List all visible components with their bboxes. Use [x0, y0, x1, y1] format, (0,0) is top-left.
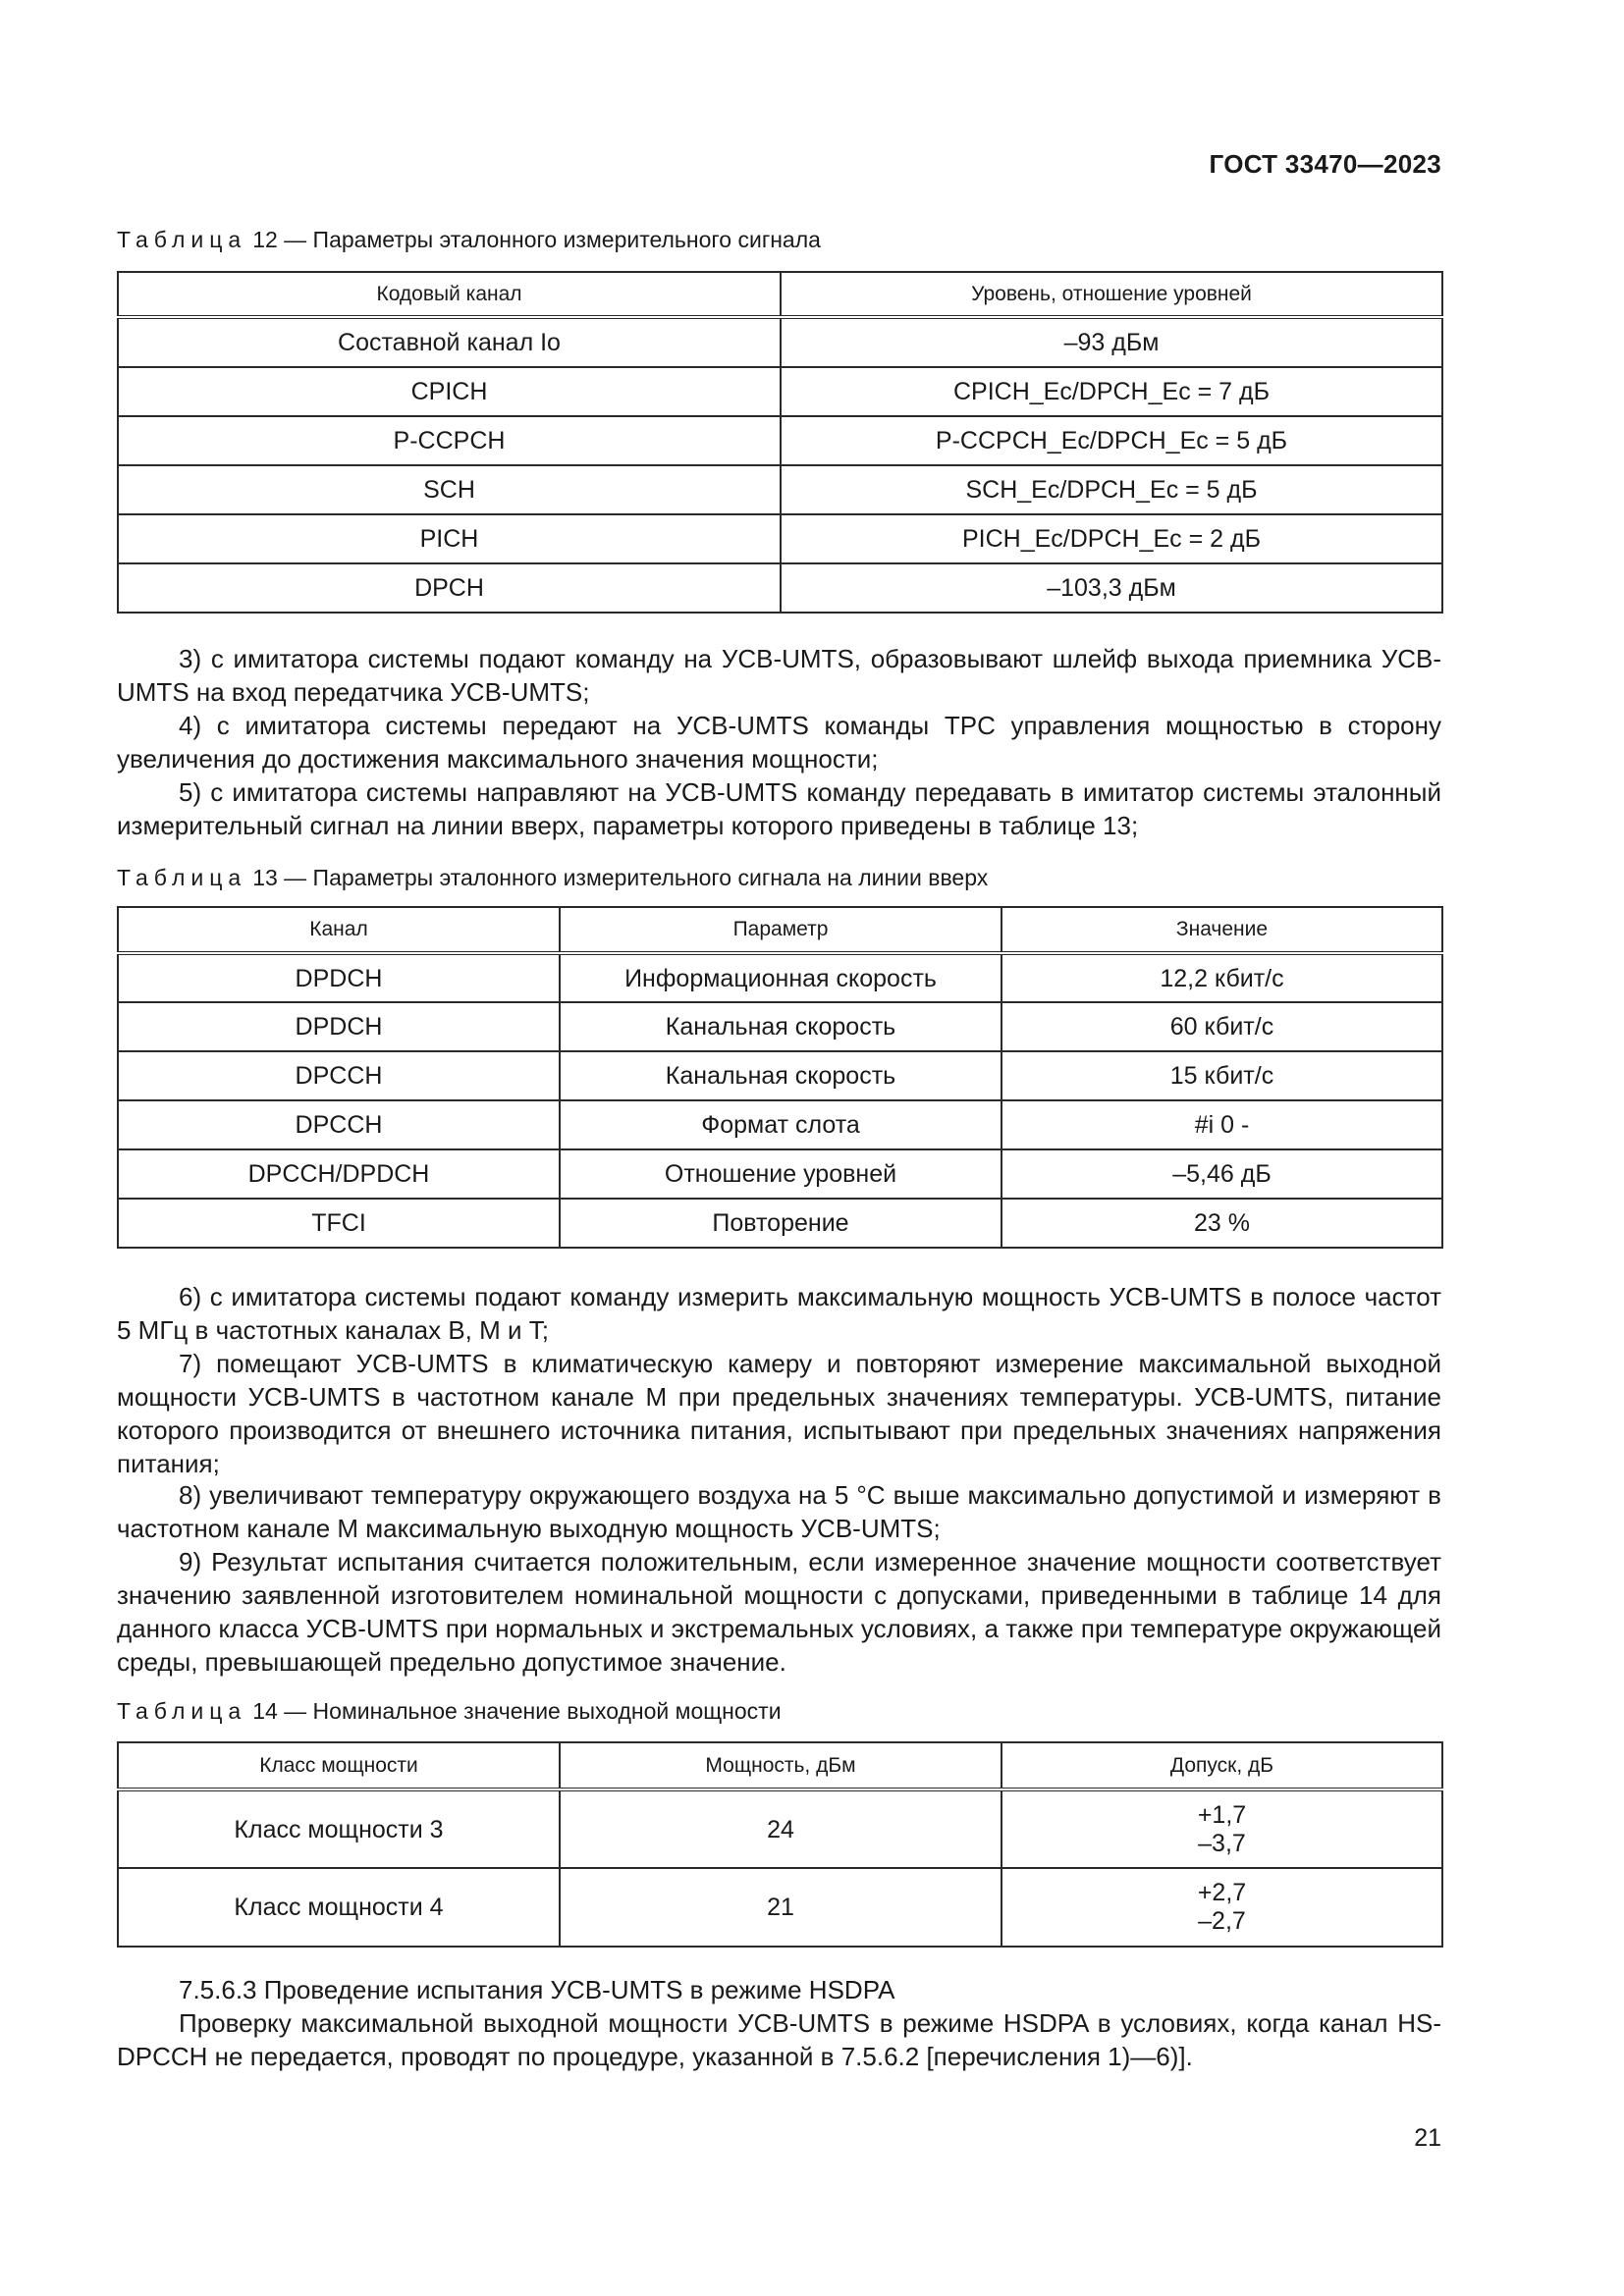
table-row [118, 1149, 1442, 1199]
table-cell: PICH_Ec/DPCH_Ec = 2 дБ [781, 514, 1442, 563]
column-header: Канал [118, 907, 560, 953]
section-text: Проверку максимальной выходной мощности УСВ-UMTS в режиме HSDPA в условиях, когда канал HS-DPCCH не передается, проводят по процедуре, указанной в 7.5.6.2 [перечисления 1)—6)]. [117, 2008, 1441, 2071]
table-row [118, 563, 1442, 613]
table-cell: SCH [118, 465, 781, 514]
table-cell: CPICH [118, 367, 781, 416]
list-item-5: 5) с имитатора системы направляют на УСВ-UMTS команду передавать в имитатор системы эталонный измерительный сигнал на линии вверх, параметры которого приведены в таблице 13; [117, 777, 1441, 840]
table-cell: 15 кбит/с [1001, 1051, 1442, 1100]
table-row [118, 1789, 1442, 1868]
table-row [118, 1868, 1442, 1947]
table-cell: Канальная скорость [560, 1002, 1001, 1051]
table-cell: PICH [118, 514, 781, 563]
column-header: Кодовый канал [118, 272, 781, 317]
table-caption-word: Таблица [117, 227, 247, 252]
table-12-caption [117, 227, 821, 253]
table-cell: CPICH_Ec/DPCH_Ec = 7 дБ [781, 367, 1442, 416]
tolerance-cell [1001, 1868, 1442, 1947]
table-cell: DPDCH [118, 1002, 560, 1051]
table-row [118, 416, 1442, 465]
table-13-caption [117, 865, 988, 891]
tolerance-minus: –3,7 [1198, 1829, 1246, 1857]
table-cell: DPCCH [118, 1051, 560, 1100]
table-cell: Повторение [560, 1199, 1001, 1248]
table-row [118, 953, 1442, 1002]
table-cell: DPDCH [118, 953, 560, 1002]
table-cell: Информационная скорость [560, 953, 1001, 1002]
power-value-cell: 24 [560, 1789, 1001, 1868]
table-cell: SCH_Ec/DPCH_Ec = 5 дБ [781, 465, 1442, 514]
table-caption-word: Таблица [117, 1698, 247, 1724]
power-class-cell: Класс мощности 4 [118, 1868, 560, 1947]
table-cell: 23 % [1001, 1199, 1442, 1248]
standard-designation: ГОСТ 33470—2023 [1209, 149, 1441, 179]
list-item-7: 7) помещают УСВ-UMTS в климатическую камеру и повторяют измерение максимальной выходной мощности УСВ-UMTS в частотном канале M при предельных значениях температуры. УСВ-UMTS, питание которого производится от внешнего источника питания, испытывают при предельных значениях напряжения питания; [117, 1349, 1441, 1478]
column-header: Мощность, дБм [560, 1742, 1001, 1789]
table-caption-title: 12 — Параметры эталонного измерительного сигнала [252, 227, 821, 252]
table-cell: Формат слота [560, 1100, 1001, 1149]
table-cell: #i 0 - [1001, 1100, 1442, 1149]
tolerance-minus: –2,7 [1198, 1907, 1246, 1935]
table-cell: DPCH [118, 563, 781, 613]
table-13 [117, 906, 1443, 1249]
table-row [118, 1051, 1442, 1100]
table-cell: DPCCH/DPDCH [118, 1149, 560, 1199]
column-header: Значение [1001, 907, 1442, 953]
table-cell: P-CCPCH [118, 416, 781, 465]
list-item-3: 3) с имитатора системы подают команду на УСВ-UMTS, образовывают шлейф выхода приемника УСВ-UMTS на вход передатчика УСВ-UMTS; [117, 644, 1441, 707]
table-14 [117, 1741, 1443, 1948]
page-number: 21 [1414, 2124, 1441, 2152]
table-row [118, 1199, 1442, 1248]
table-cell: Отношение уровней [560, 1149, 1001, 1199]
section-heading: 7.5.6.3 Проведение испытания УСВ-UMTS в режиме HSDPA [179, 1975, 895, 2004]
table-cell: Составной канал Io [118, 317, 781, 367]
list-item-9: 9) Результат испытания считается положительным, если измеренное значение мощности соответствует значению заявленной изготовителем номинальной мощности с допусками, приведенными в таблице 14 для данного класса УСВ-UMTS при нормальных и экстремальных условиях, а также при температуре окружающей среды, превышающей предельно допустимое значение. [117, 1547, 1441, 1677]
table-row [118, 514, 1442, 563]
table-header-row [118, 272, 1442, 317]
table-12 [117, 271, 1443, 614]
table-cell: 12,2 кбит/с [1001, 953, 1442, 1002]
table-caption-title: 14 — Номинальное значение выходной мощности [252, 1698, 782, 1724]
tolerance-plus: +2,7 [1197, 1879, 1247, 1906]
list-item-4: 4) с имитатора системы передают на УСВ-UMTS команды TPC управления мощностью в сторону увеличения до достижения максимального значения мощности; [117, 711, 1441, 774]
table-row [118, 1002, 1442, 1051]
column-header: Класс мощности [118, 1742, 560, 1789]
table-row [118, 317, 1442, 367]
table-row [118, 367, 1442, 416]
table-caption-title: 13 — Параметры эталонного измерительного сигнала на линии вверх [252, 865, 989, 890]
table-cell: –5,46 дБ [1001, 1149, 1442, 1199]
table-caption-word: Таблица [117, 865, 247, 890]
table-header-row [118, 1742, 1442, 1789]
column-header: Уровень, отношение уровней [781, 272, 1442, 317]
table-cell: –103,3 дБм [781, 563, 1442, 613]
table-cell: DPCCH [118, 1100, 560, 1149]
table-row [118, 465, 1442, 514]
column-header: Параметр [560, 907, 1001, 953]
column-header: Допуск, дБ [1001, 1742, 1442, 1789]
tolerance-plus: +1,7 [1197, 1800, 1247, 1829]
table-cell: P-CCPCH_Ec/DPCH_Ec = 5 дБ [781, 416, 1442, 465]
list-item-8: 8) увеличивают температуру окружающего воздуха на 5 °C выше максимально допустимой и измеряют в частотном канале M максимальную выходную мощность УСВ-UMTS; [117, 1480, 1441, 1543]
table-cell: Канальная скорость [560, 1051, 1001, 1100]
power-value-cell: 21 [560, 1868, 1001, 1947]
table-cell: TFCI [118, 1199, 560, 1248]
tolerance-cell [1001, 1789, 1442, 1868]
list-item-6: 6) с имитатора системы подают команду измерить максимальную мощность УСВ-UMTS в полосе частот 5 МГц в частотных каналах B, M и T; [117, 1282, 1441, 1345]
power-class-cell: Класс мощности 3 [118, 1789, 560, 1868]
table-cell: 60 кбит/с [1001, 1002, 1442, 1051]
table-cell: –93 дБм [781, 317, 1442, 367]
table-row [118, 1100, 1442, 1149]
table-header-row [118, 907, 1442, 953]
table-14-caption [117, 1698, 782, 1725]
